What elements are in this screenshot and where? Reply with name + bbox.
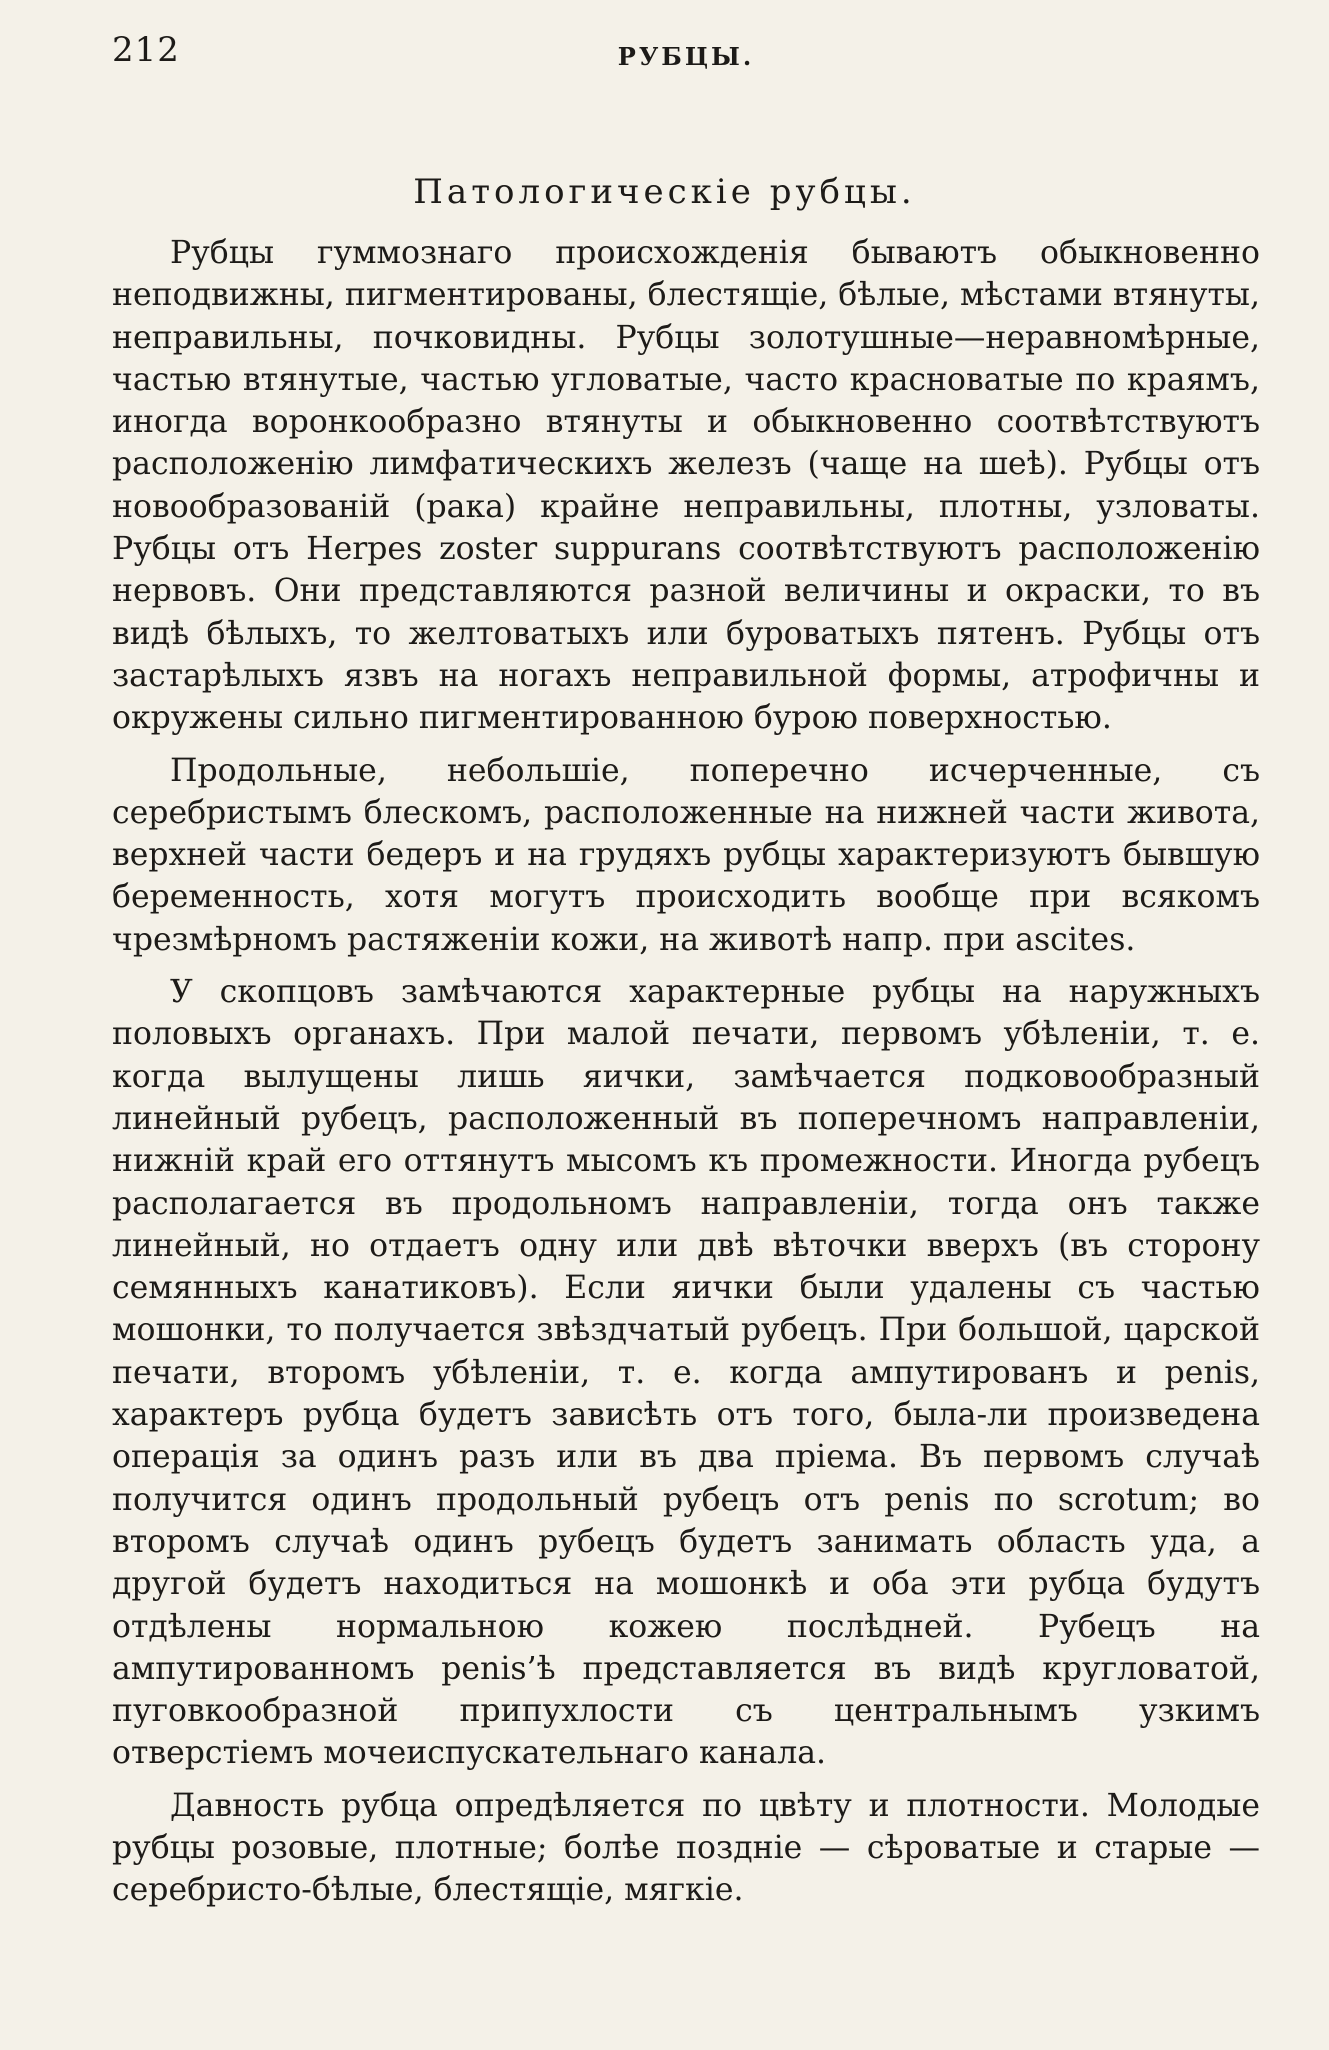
paragraph-scar-age: Давность рубца опредѣляется по цвѣту и плотности. Молодые рубцы розовые, плотные; болѣе поздніе — сѣроватые и старые — серебристо-бѣлые, блестящіе, мягкіе. <box>112 1787 1260 1909</box>
paragraph-pregnancy-scars: Продольные, небольшіе, поперечно исчерченные, съ серебристымъ блескомъ, расположенные на нижней части живота, верхней части бедеръ и на грудяхъ рубцы характеризуютъ бывшую беременность, хотя могутъ происходить вообще при всякомъ чрезмѣрномъ растяженіи кожи, на животѣ напр. при ascites. <box>112 752 1260 958</box>
paragraph-gummous-scars: Рубцы гуммознаго происхожденія бываютъ обыкновенно неподвижны, пигментированы, блестящіе, бѣлые, мѣстами втянуты, неправильны, почковидны. Рубцы золотушные—неравномѣрные, частью втянутые, частью угловатые, часто красноватые по краямъ, иногда воронкообразно втянуты и обыкновенно соотвѣтствуютъ расположенію лимфатическихъ железъ (чаще на шеѣ). Рубцы отъ новообразованій (рака) крайне неправильны, плотны, узловаты. Рубцы отъ Herpes zoster suppurans соотвѣтствуютъ расположенію нервовъ. Они представляются разной величины и окраски, то въ видѣ бѣлыхъ, то желтоватыхъ или буроватыхъ пятенъ. Рубцы отъ застарѣлыхъ язвъ на ногахъ неправильной формы, атрофичны и окружены сильно пигментированною бурою поверхностью. <box>112 235 1260 737</box>
page-header <box>112 30 1260 80</box>
body-text <box>112 232 1260 1922</box>
paragraph-skoptsy-scars: У скопцовъ замѣчаются характерные рубцы на наружныхъ половыхъ органахъ. При малой печати, первомъ убѣленіи, т. е. когда вылущены лишь яички, замѣчается подковообразный линейный рубецъ, расположенный въ поперечномъ направленіи, нижній край его оттянутъ мысомъ къ промежности. Иногда рубецъ располагается въ продольномъ направленіи, тогда онъ также линейный, но отдаетъ одну или двѣ вѣточки вверхъ (въ сторону семянныхъ канатиковъ). Если яички были удалены съ частью мошонки, то получается звѣздчатый рубецъ. При большой, царской печати, второмъ убѣленіи, т. е. когда ампутированъ и penis, характеръ рубца будетъ зависѣть отъ того, была-ли произведена операція за одинъ разъ или въ два пріема. Въ первомъ случаѣ получится одинъ продольный рубецъ отъ penis по scrotum; во второмъ случаѣ одинъ рубецъ будетъ занимать область уда, а другой будетъ находиться на мошонкѣ и оба эти рубца будутъ отдѣлены нормальною кожею послѣдней. Рубецъ на ампутированномъ penis’ѣ представляется въ видѣ кругловатой, пуговкообразной припухлости съ центральнымъ узкимъ отверстіемъ мочеиспускательнаго канала. <box>112 974 1260 1772</box>
section-title: Патологическіе рубцы. <box>413 172 916 212</box>
page-number: 212 <box>112 30 180 70</box>
running-head: РУБЦЫ. <box>617 42 755 71</box>
